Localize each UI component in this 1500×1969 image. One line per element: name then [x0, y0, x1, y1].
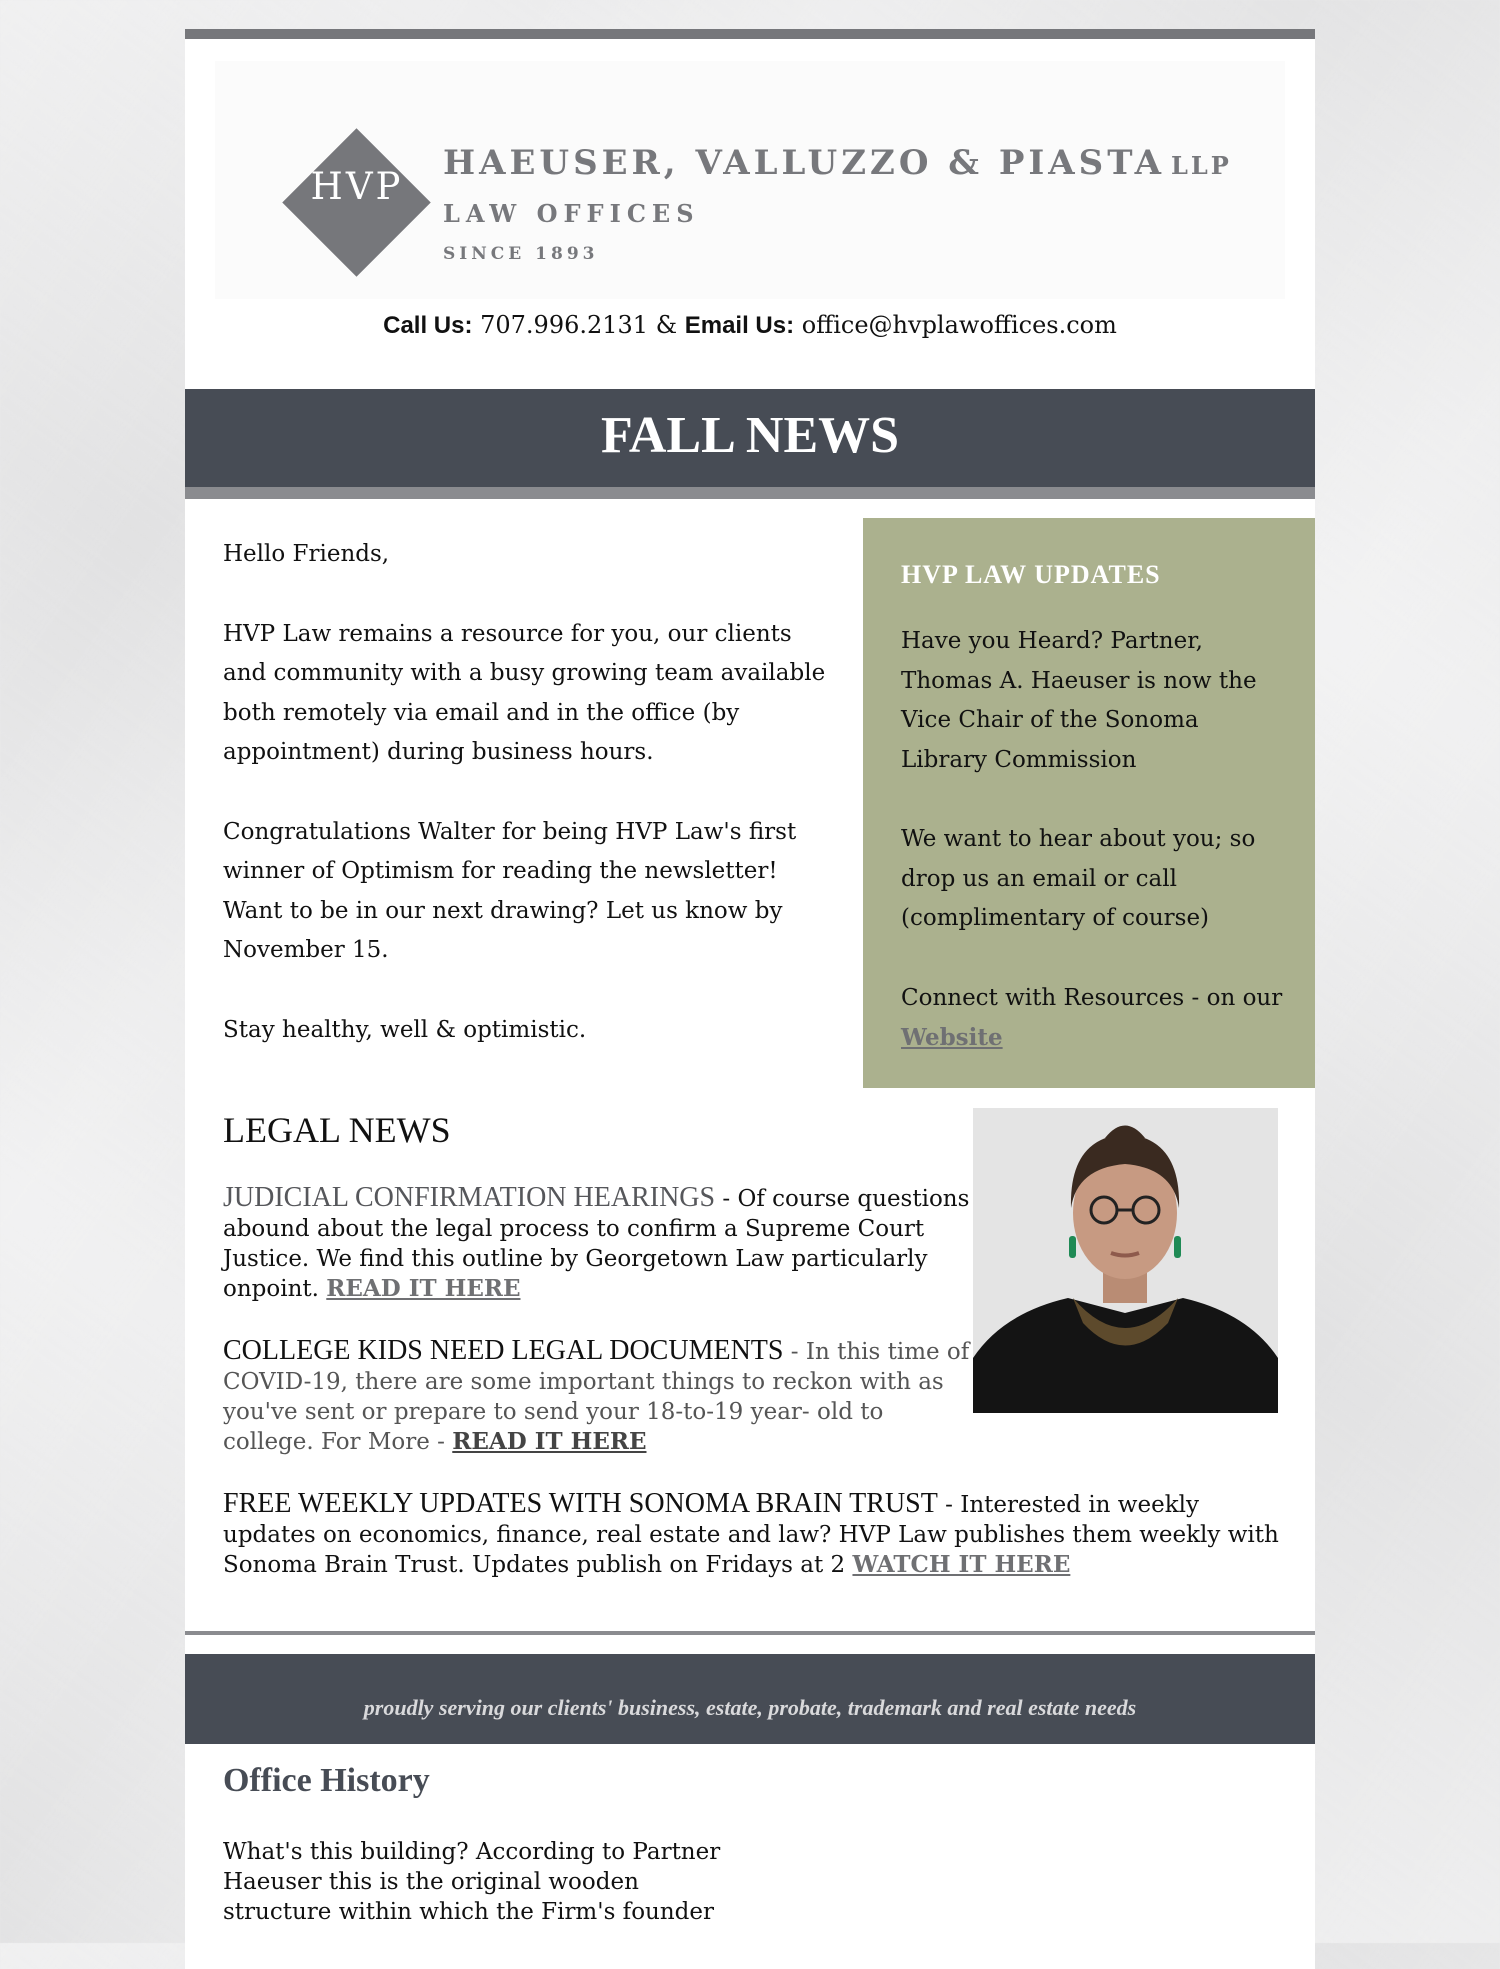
watch-it-here-link[interactable]: WATCH IT HERE — [852, 1551, 1071, 1578]
read-it-here-link[interactable]: READ IT HERE — [326, 1275, 521, 1302]
office-history-title: Office History — [223, 1762, 430, 1799]
call-label: Call Us: — [383, 312, 473, 339]
greeting: Hello Friends, — [223, 541, 390, 567]
email-link[interactable]: office@hvplawoffices.com — [801, 311, 1117, 339]
justice-portrait-image — [973, 1108, 1278, 1413]
updates-paragraph-2: We want to hear about you; so drop us an email or call (complimentary of course) — [901, 826, 1256, 931]
email-label: Email Us: — [684, 312, 795, 339]
tagline-banner — [185, 1654, 1315, 1744]
intro-paragraph-2: Congratulations Walter for being HVP Law's first winner of Optimism for reading the newsletter! Want to be in our next drawing? Let us know by November 15. — [223, 818, 797, 963]
contact-line — [185, 311, 1315, 340]
intro-text — [223, 535, 833, 1090]
firm-name — [443, 143, 1232, 183]
firm-logo — [215, 61, 1285, 299]
firm-suffix: LLP — [1171, 151, 1232, 180]
sign-off: Stay healthy, well & optimistic. — [223, 1016, 587, 1043]
top-rule — [185, 29, 1315, 39]
office-history-text: What's this building? According to Partner Haeuser this is the original wooden structure within which the Firm's founder — [223, 1839, 721, 1925]
updates-paragraph-1: Have you Heard? Partner, Thomas A. Haeuser is now the Vice Chair of the Sonoma Library Commission — [901, 628, 1257, 773]
logo-mark: HVP — [310, 165, 404, 208]
banner-title: FALL NEWS — [600, 407, 900, 464]
legal-item-body: - In this time of COVID-19, there are some important things to reckon with as you've sent or prepare to send your 18-to-19 year- old to college. For More - — [223, 1339, 970, 1455]
updates-paragraph-3 — [901, 979, 1291, 1059]
legal-item-body: - Interested in weekly updates on economics, finance, real estate and law? HVP Law publishes them weekly with Sonoma Brain Trust. Updates publish on Fridays at 2 — [223, 1492, 1279, 1578]
intro-paragraph-1: HVP Law remains a resource for you, our clients and community with a busy growing team available both remotely via email and in the office (by appointment) during business hours. — [223, 620, 826, 765]
legal-news-list — [223, 1182, 1279, 1612]
fall-news-banner — [185, 389, 1315, 499]
legal-news-title: LEGAL NEWS — [223, 1110, 451, 1150]
read-it-here-link[interactable]: READ IT HERE — [452, 1428, 647, 1455]
firm-subtitle: LAW OFFICES — [443, 199, 700, 228]
tagline: proudly serving our clients' business, estate, probate, trademark and real estate needs — [363, 1695, 1137, 1720]
section-divider — [185, 1631, 1315, 1635]
legal-item-brain-trust — [223, 1489, 1283, 1580]
newsletter-card — [185, 29, 1315, 1969]
updates-link-prefix: Connect with Resources - on our — [901, 984, 1283, 1011]
updates-sidebar — [863, 518, 1315, 1088]
firm-name-text: HAEUSER, VALLUZZO & PIASTA — [443, 143, 1166, 183]
legal-item-head: JUDICIAL CONFIRMATION HEARINGS — [223, 1182, 716, 1213]
legal-item-college — [223, 1336, 973, 1457]
legal-item-judicial — [223, 1183, 973, 1304]
contact-joiner: & — [655, 311, 678, 339]
firm-since: SINCE 1893 — [443, 244, 599, 264]
updates-title: HVP LAW UPDATES — [901, 560, 1161, 589]
phone-link[interactable]: 707.996.2131 — [480, 311, 649, 339]
legal-item-body: - Of course questions abound about the legal process to confirm a Supreme Court Justice. We find this outline by Georgetown Law particularly onpoint. — [223, 1186, 970, 1302]
legal-item-head: FREE WEEKLY UPDATES WITH SONOMA BRAIN TRUST — [223, 1488, 938, 1519]
website-link[interactable]: Website — [901, 1024, 1003, 1051]
legal-item-head: COLLEGE KIDS NEED LEGAL DOCUMENTS — [223, 1335, 784, 1366]
